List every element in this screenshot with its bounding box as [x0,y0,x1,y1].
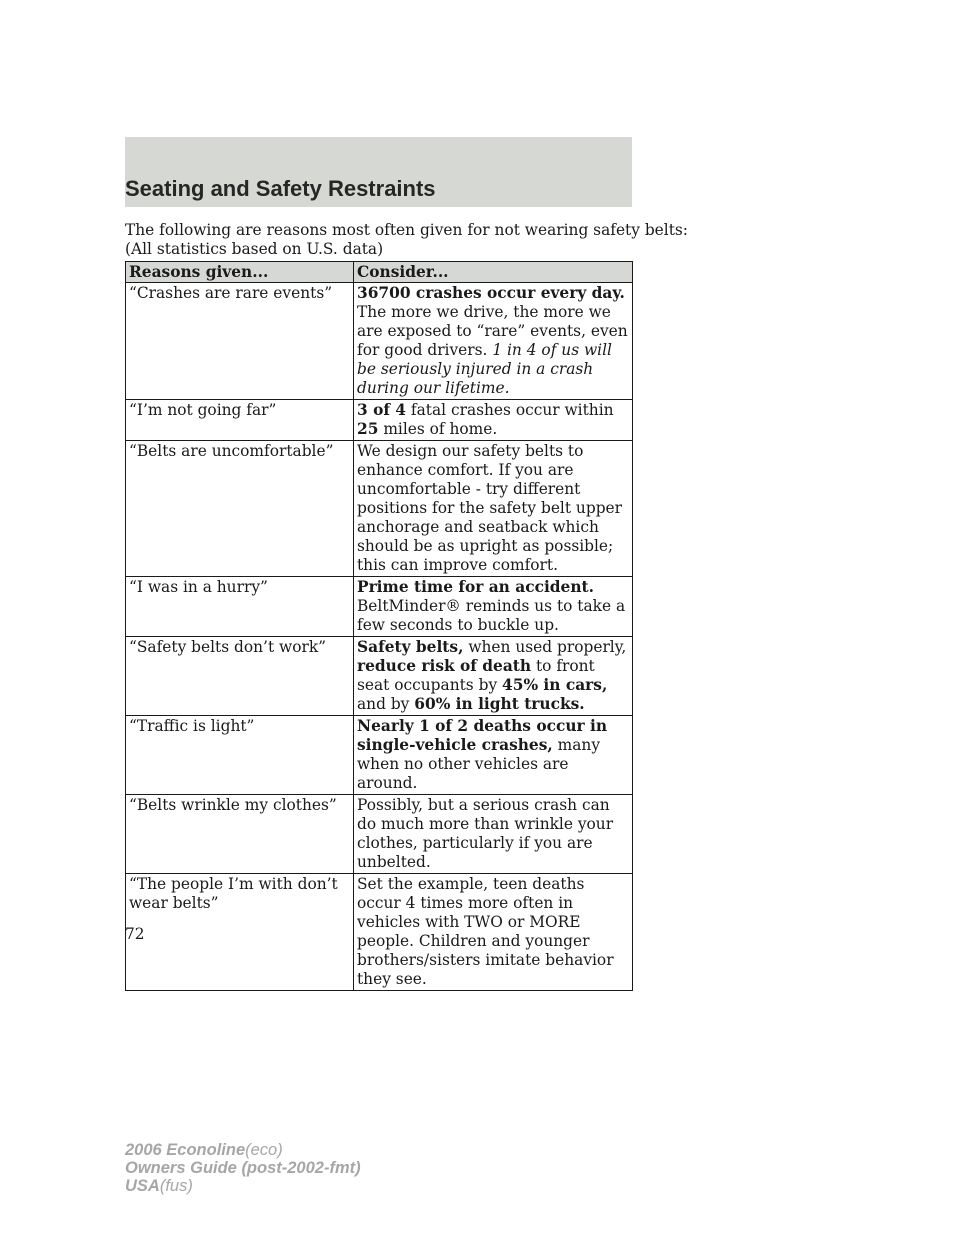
reason-cell: “Traffic is light” [126,716,354,795]
section-header-banner [125,137,632,207]
table-row [126,874,633,991]
consider-cell [354,400,633,441]
footer-line-2 [125,1159,361,1177]
reason-cell: “I’m not going far” [126,400,354,441]
table-row [126,637,633,716]
consider-text: We design our safety belts to enhance comfort. If you are uncomfortable - try different positions for the safety belt upper anchorage and seatback which should be as upright as possible; this can improve comfort. [357,442,623,574]
consider-cell [354,577,633,637]
table-row [126,795,633,874]
reason-cell: “Belts wrinkle my clothes” [126,795,354,874]
header-reasons-given: Reasons given... [126,262,354,283]
section-title: Seating and Safety Restraints [125,176,436,201]
consider-cell [354,637,633,716]
consider-text: Nearly 1 of 2 deaths occur in single-vehicle crashes, [357,717,608,754]
consider-text: 3 of 4 [357,401,407,419]
table-body [126,283,633,991]
consider-text: reduce risk of death [357,657,532,675]
reason-cell: “Crashes are rare events” [126,283,354,400]
consider-text: miles of home. [378,420,498,438]
consider-cell [354,716,633,795]
consider-text: many when no other vehicles are around. [357,736,601,792]
consider-cell [354,795,633,874]
consider-text: and by [357,695,415,713]
consider-text: BeltMinder® reminds us to take a few seconds to buckle up. [357,597,626,634]
consider-text: Possibly, but a serious crash can do much more than wrinkle your clothes, particularly if you are unbelted. [357,796,614,871]
consider-text: to front seat occupants by [357,657,595,694]
reason-cell: “The people I’m with don’t wear belts” [126,874,354,991]
consider-text: 25 [357,420,379,438]
consider-text: 36700 crashes occur every day. [357,284,625,302]
footer-line-3 [125,1177,361,1195]
reason-cell: “Belts are uncomfortable” [126,441,354,577]
consider-cell [354,874,633,991]
table-row [126,441,633,577]
consider-text: Safety belts, [357,638,464,656]
reason-cell: “I was in a hurry” [126,577,354,637]
consider-text: The more we drive, the more we are exposed to “rare” events, even for good drivers. [357,303,628,359]
table-row [126,577,633,637]
consider-cell [354,441,633,577]
consider-text: Prime time for an accident. [357,578,594,596]
consider-text: 60% in light trucks. [414,695,585,713]
header-consider: Consider... [354,262,633,283]
footer-market-code: (fus) [159,1177,193,1195]
table-header-row [126,262,633,283]
table-row [126,716,633,795]
document-footer [125,1141,361,1195]
footer-model: 2006 Econoline [125,1141,246,1159]
reason-cell: “Safety belts don’t work” [126,637,354,716]
consider-text: fatal crashes occur within [406,401,614,419]
footer-model-code: (eco) [245,1141,283,1159]
footer-market: USA [125,1177,160,1195]
consider-text: when used properly, [463,638,627,656]
reasons-table [125,261,633,991]
table-row [126,283,633,400]
intro-line-2: (All statistics based on U.S. data) [125,240,384,258]
intro-text [125,221,688,259]
consider-cell [354,283,633,400]
consider-text: Set the example, teen deaths occur 4 times more often in vehicles with TWO or MORE people. Children and younger brothers/sisters imitate behavior they see. [357,875,614,988]
footer-guide: Owners Guide (post-2002-fmt) [125,1159,361,1177]
footer-line-1 [125,1141,361,1159]
page-number: 72 [125,925,145,943]
consider-text: 45% in cars, [502,676,608,694]
intro-line-1: The following are reasons most often given for not wearing safety belts: [125,221,688,239]
table-row [126,400,633,441]
consider-text: 1 in 4 of us will be seriously injured in a crash during our lifetime. [357,341,612,397]
